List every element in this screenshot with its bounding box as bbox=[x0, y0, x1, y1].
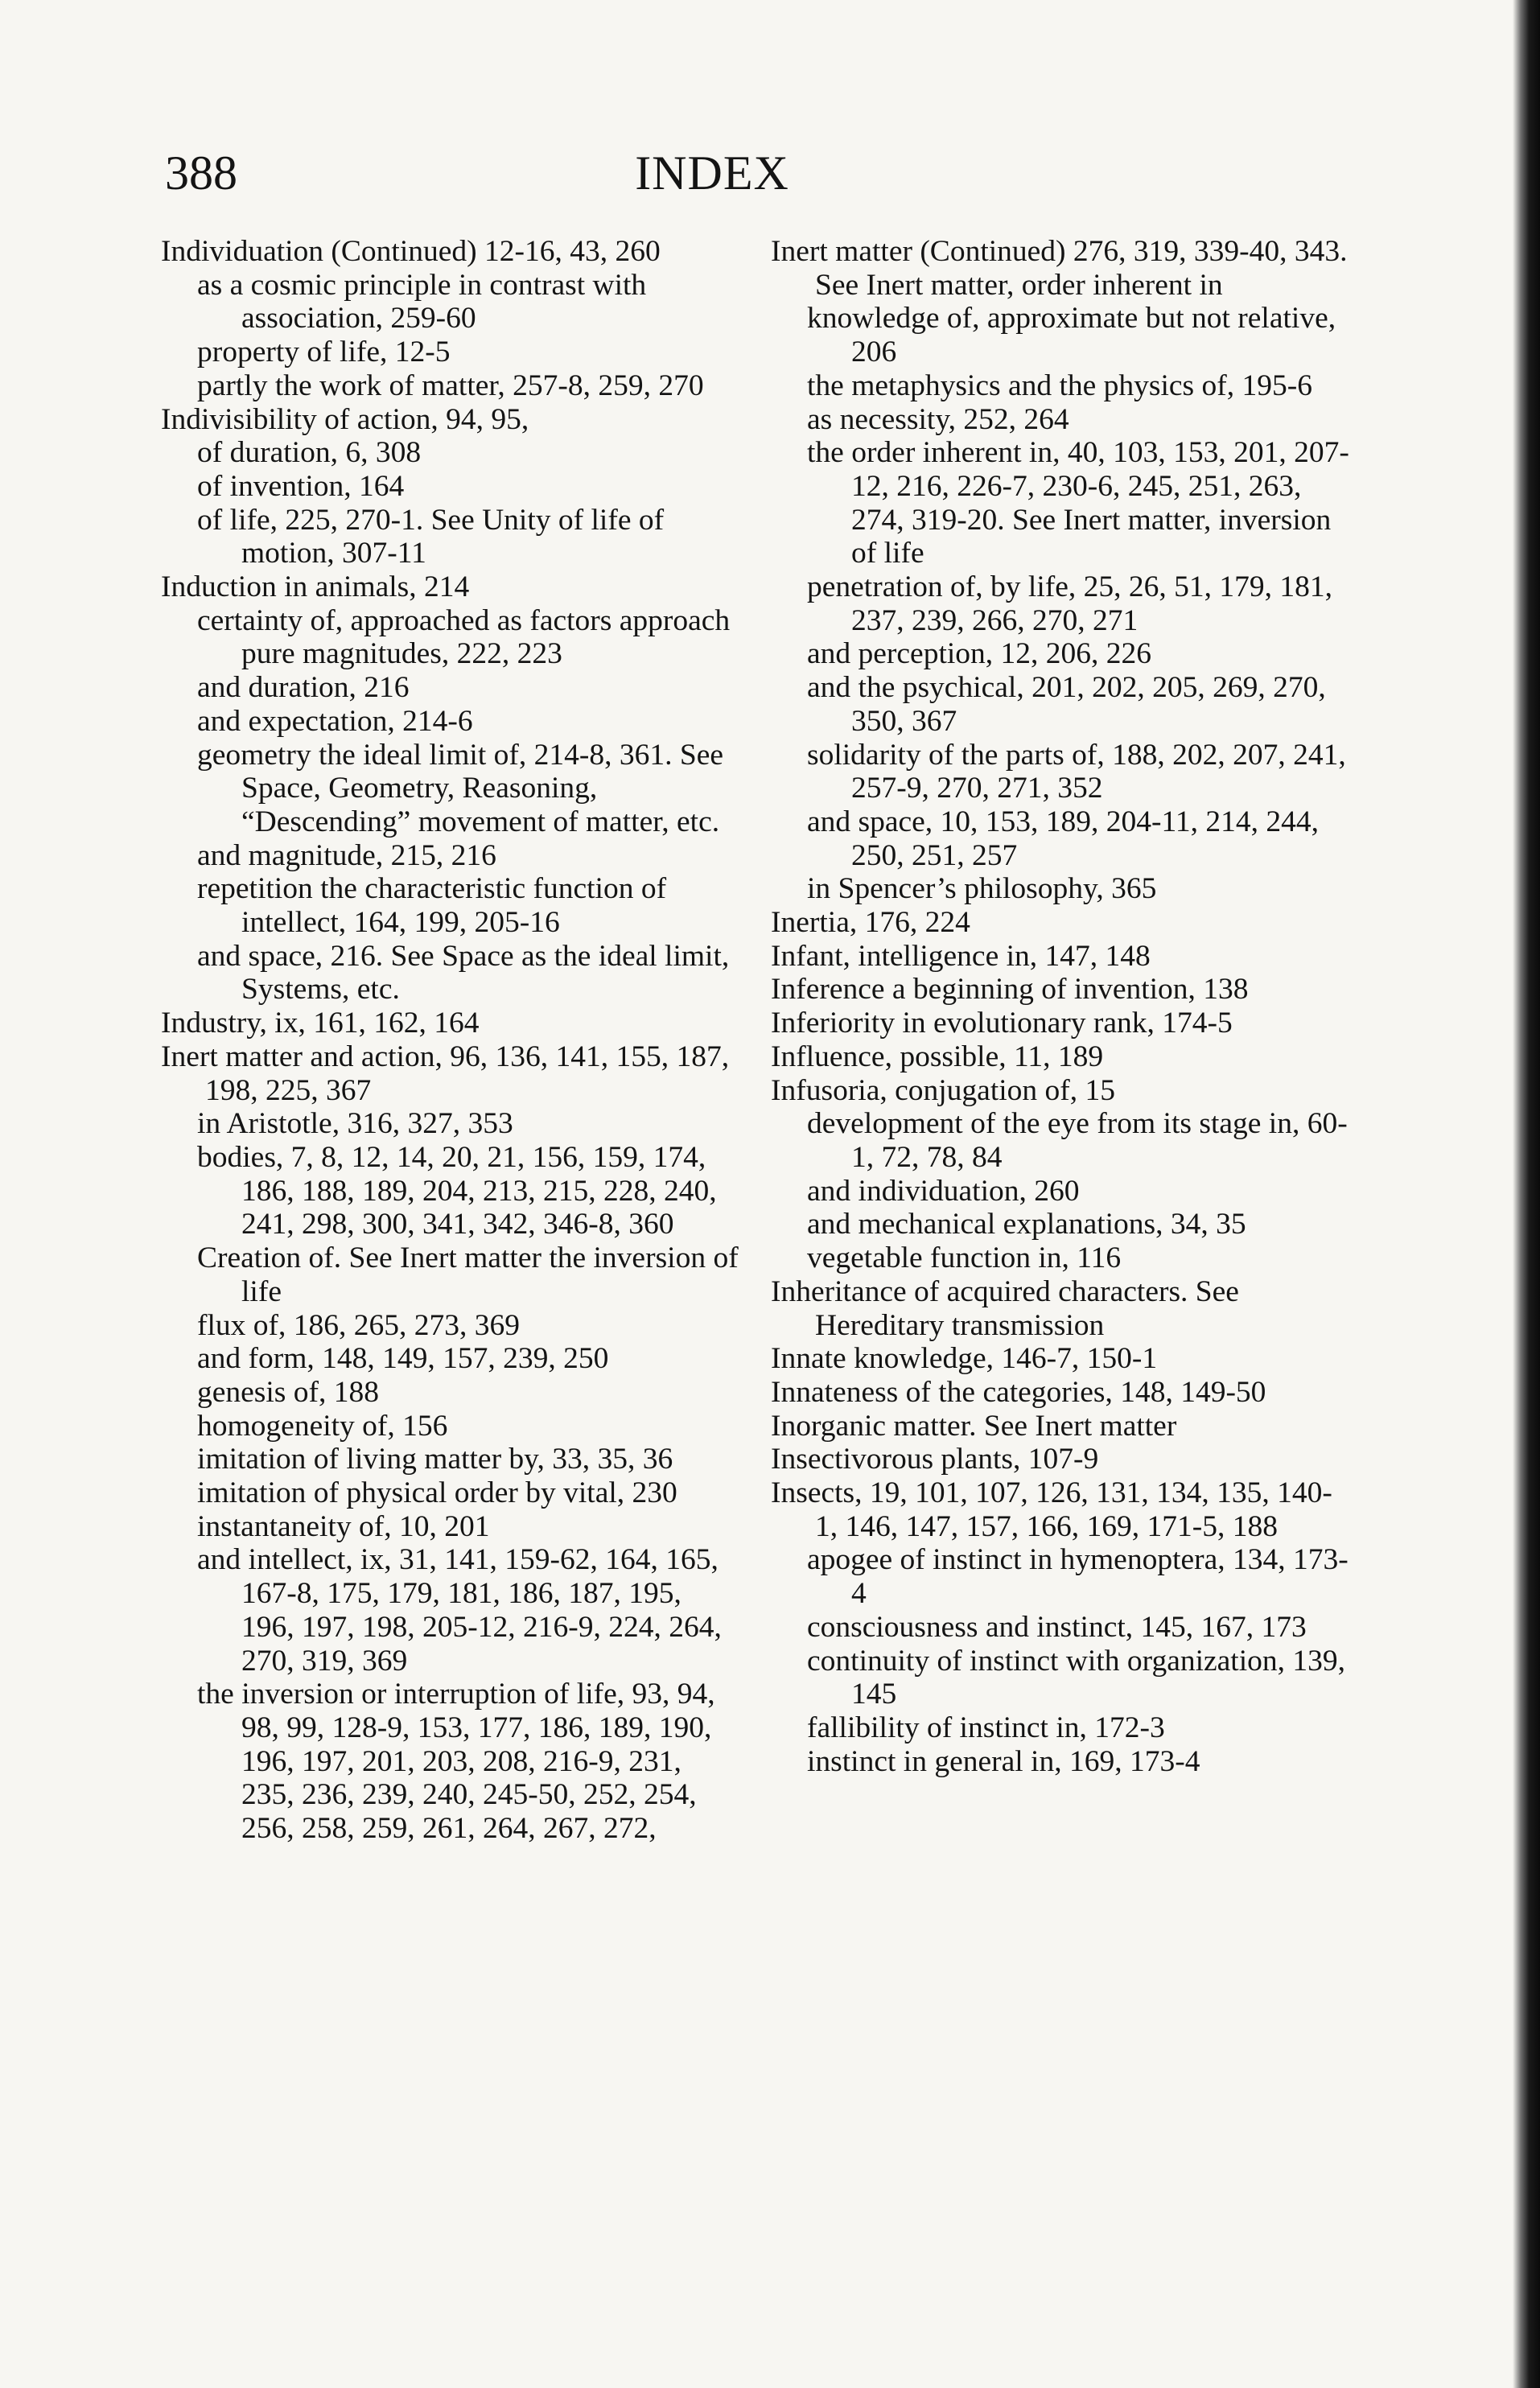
index-subentry: imitation of living matter by, 33, 35, 36 bbox=[197, 1443, 673, 1476]
index-subentry: as a cosmic principle in contrast with association, 259-60 bbox=[197, 268, 647, 336]
index-subentry: bodies, 7, 8, 12, 14, 20, 21, 156, 159, 174, 186, 188, 189, 204, 213, 215, 228, 240, 241, 298, 300, 341, 342, 346-8, 360 bbox=[197, 1140, 717, 1241]
index-subentry: and space, 216. See Space as the ideal limit, Systems, etc. bbox=[197, 939, 730, 1007]
index-subentry: instantaneity of, 10, 201 bbox=[197, 1509, 490, 1543]
index-entry: Inheritance of acquired characters. See Hereditary transmission bbox=[771, 1274, 1239, 1342]
page-edge-shadow bbox=[1513, 0, 1540, 2388]
index-entry: Insects, 19, 101, 107, 126, 131, 134, 135, 140-1, 146, 147, 157, 166, 169, 171-5, 188 bbox=[771, 1476, 1332, 1543]
index-entry: Induction in animals, 214 bbox=[161, 570, 470, 604]
index-subentry: certainty of, approached as factors approach pure magnitudes, 222, 223 bbox=[197, 603, 731, 671]
page-title: INDEX bbox=[635, 146, 789, 200]
index-column-left bbox=[161, 235, 740, 1846]
index-subentry: repetition the characteristic function of intellect, 164, 199, 205-16 bbox=[197, 872, 667, 940]
index-subentry: property of life, 12-5 bbox=[197, 336, 451, 369]
index-subentry: consciousness and instinct, 145, 167, 173 bbox=[807, 1610, 1307, 1644]
index-subentry: and intellect, ix, 31, 141, 159-62, 164, 165, 167-8, 175, 179, 181, 186, 187, 195, 196, 197, 198, 205-12, 216-9, 224, 264, 270, 319, 369 bbox=[197, 1543, 722, 1678]
index-subentry: development of the eye from its stage in, 60-1, 72, 78, 84 bbox=[807, 1107, 1348, 1174]
index-subentry: flux of, 186, 265, 273, 369 bbox=[197, 1308, 521, 1342]
index-subentry: continuity of instinct with organization, 139, 145 bbox=[807, 1644, 1346, 1711]
index-subentry: solidarity of the parts of, 188, 202, 207, 241, 257-9, 270, 271, 352 bbox=[807, 738, 1346, 805]
index-entry: Indivisibility of action, 94, 95, bbox=[161, 402, 529, 436]
page-header bbox=[165, 137, 1259, 209]
index-subentry: and individuation, 260 bbox=[807, 1174, 1080, 1208]
index-entry: Innateness of the categories, 148, 149-50 bbox=[771, 1375, 1266, 1409]
index-entry: Inorganic matter. See Inert matter bbox=[771, 1409, 1177, 1443]
index-entry: Infant, intelligence in, 147, 148 bbox=[771, 939, 1151, 973]
index-column-right bbox=[771, 235, 1350, 1778]
index-subentry: the inversion or interruption of life, 93, 94, 98, 99, 128-9, 153, 177, 186, 189, 190, 196, 197, 201, 203, 208, 216-9, 231, 235, 236, 239, 240, 245-50, 252, 254, 256, 258, 259, 261, 264, 267, 272, bbox=[197, 1678, 715, 1846]
index-subentry: and mechanical explanations, 34, 35 bbox=[807, 1208, 1246, 1241]
index-subentry: homogeneity of, 156 bbox=[197, 1409, 448, 1443]
index-entry: Inert matter and action, 96, 136, 141, 155, 187, 198, 225, 367 bbox=[161, 1040, 730, 1107]
index-subentry: instinct in general in, 169, 173-4 bbox=[807, 1744, 1200, 1778]
index-subentry: and perception, 12, 206, 226 bbox=[807, 637, 1152, 671]
index-entry: Infusoria, conjugation of, 15 bbox=[771, 1073, 1116, 1107]
index-subentry: and the psychical, 201, 202, 205, 269, 270, 350, 367 bbox=[807, 671, 1326, 738]
index-subentry: partly the work of matter, 257-8, 259, 270 bbox=[197, 368, 704, 402]
index-subentry: the metaphysics and the physics of, 195-6 bbox=[807, 368, 1312, 402]
index-subentry: and magnitude, 215, 216 bbox=[197, 838, 496, 872]
index-subentry: of duration, 6, 308 bbox=[197, 436, 422, 470]
index-subentry: the order inherent in, 40, 103, 153, 201, 207-12, 216, 226-7, 230-6, 245, 251, 263, 274, 319-20. See Inert matter, inversion of life bbox=[807, 436, 1349, 570]
index-subentry: in Aristotle, 316, 327, 353 bbox=[197, 1107, 513, 1141]
index-entry: Innate knowledge, 146-7, 150-1 bbox=[771, 1342, 1158, 1376]
index-entry: Influence, possible, 11, 189 bbox=[771, 1040, 1104, 1073]
index-subentry: and space, 10, 153, 189, 204-11, 214, 244, 250, 251, 257 bbox=[807, 805, 1320, 872]
index-subentry: in Spencer’s philosophy, 365 bbox=[807, 872, 1157, 906]
index-subentry: fallibility of instinct in, 172-3 bbox=[807, 1711, 1165, 1744]
index-entry: Inertia, 176, 224 bbox=[771, 906, 970, 940]
index-entry: Inference a beginning of invention, 138 bbox=[771, 973, 1249, 1007]
index-subentry: vegetable function in, 116 bbox=[807, 1241, 1122, 1275]
index-subentry: of invention, 164 bbox=[197, 469, 405, 503]
index-subentry: imitation of physical order by vital, 230 bbox=[197, 1476, 677, 1510]
index-subentry: and expectation, 214-6 bbox=[197, 704, 473, 738]
index-entry: Industry, ix, 161, 162, 164 bbox=[161, 1007, 480, 1040]
index-entry: Inferiority in evolutionary rank, 174-5 bbox=[771, 1007, 1233, 1040]
index-subentry: as necessity, 252, 264 bbox=[807, 402, 1069, 436]
index-subentry: and form, 148, 149, 157, 239, 250 bbox=[197, 1342, 609, 1376]
index-subentry: of life, 225, 270-1. See Unity of life of motion, 307-11 bbox=[197, 503, 665, 570]
index-subentry: genesis of, 188 bbox=[197, 1375, 380, 1409]
index-subentry: knowledge of, approximate but not relative, 206 bbox=[807, 302, 1336, 369]
index-entry: Insectivorous plants, 107-9 bbox=[771, 1443, 1099, 1476]
index-subentry: and duration, 216 bbox=[197, 671, 410, 705]
index-subentry: Creation of. See Inert matter the inversion of life bbox=[197, 1241, 739, 1308]
index-entry: Inert matter (Continued) 276, 319, 339-40, 343. See Inert matter, order inherent in bbox=[771, 235, 1348, 302]
index-subentry: geometry the ideal limit of, 214-8, 361. See Space, Geometry, Reasoning, “Descending” movement of matter, etc. bbox=[197, 738, 724, 838]
index-subentry: penetration of, by life, 25, 26, 51, 179, 181, 237, 239, 266, 270, 271 bbox=[807, 570, 1333, 637]
index-subentry: apogee of instinct in hymenoptera, 134, 173-4 bbox=[807, 1543, 1349, 1611]
index-entry: Individuation (Continued) 12-16, 43, 260 bbox=[161, 235, 661, 268]
page-number: 388 bbox=[165, 146, 237, 200]
